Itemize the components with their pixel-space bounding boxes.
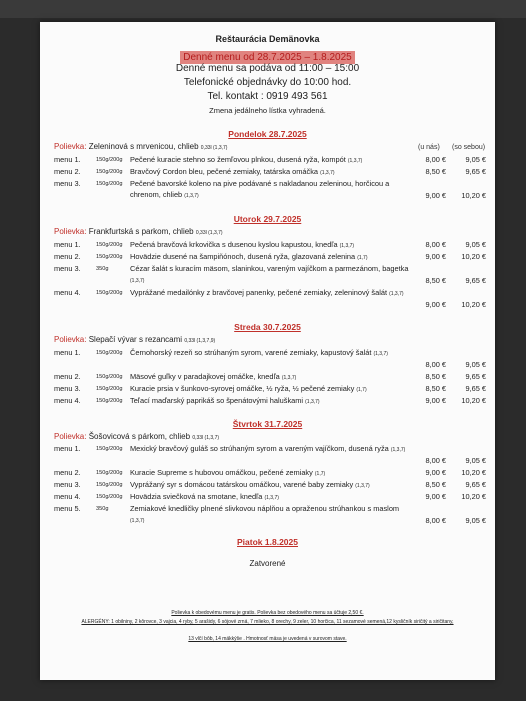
portion-size: 350g bbox=[96, 266, 109, 272]
menu-number: menu 4. bbox=[54, 288, 81, 297]
closed-notice: Zatvorené bbox=[249, 559, 286, 568]
menu-number: menu 2. bbox=[54, 372, 81, 381]
portion-size: 150g/200g bbox=[96, 254, 123, 260]
dish-name: Mäsové guľky v paradajkovej omáčke, knedľa bbox=[130, 372, 280, 381]
allergens: (1,3,7) bbox=[389, 291, 404, 297]
dish-description bbox=[130, 444, 410, 456]
price: 8,50 € bbox=[425, 372, 446, 381]
price-takeaway: 9,05 € bbox=[465, 360, 486, 369]
menu-dates: Denné menu od 28.7.2025 – 1.8.2025 bbox=[180, 51, 354, 64]
price: 9,00 € bbox=[425, 300, 446, 309]
day-title: Streda 30.7.2025 bbox=[234, 322, 301, 332]
portion-size: 150g/200g bbox=[96, 398, 123, 404]
dish-description bbox=[130, 348, 410, 360]
day-title: Štvrtok 31.7.2025 bbox=[232, 419, 303, 429]
footer-weight-note: 13 vlčí bôb, 14 mäkkýše . Hmotnosť mäsa je uvedená v surovom stave. bbox=[188, 636, 347, 642]
price: 9,00 € bbox=[425, 191, 446, 200]
menu-number: menu 2. bbox=[54, 468, 81, 477]
price-takeaway: 9,65 € bbox=[465, 276, 486, 285]
day-title: Piatok 1.8.2025 bbox=[237, 537, 298, 547]
dish-description bbox=[130, 492, 410, 504]
soup-line bbox=[54, 227, 223, 236]
soup-allergens: 0,33l (1,3,7) bbox=[200, 145, 228, 151]
price-takeaway: 10,20 € bbox=[461, 300, 486, 309]
dish-description bbox=[130, 240, 410, 252]
price: 9,00 € bbox=[425, 468, 446, 477]
price-takeaway: 9,65 € bbox=[465, 167, 486, 176]
dish-name: Kuracie Supreme s hubovou omáčkou, pečené zemiaky bbox=[130, 468, 313, 477]
menu-number: menu 1. bbox=[54, 240, 81, 249]
allergens: (1,3,7) bbox=[264, 495, 279, 501]
restaurant-name: Reštaurácia Demänovka bbox=[215, 34, 320, 44]
soup-line bbox=[54, 335, 215, 344]
price-takeaway: 9,65 € bbox=[465, 372, 486, 381]
portion-size: 150g/200g bbox=[96, 181, 123, 187]
price-takeaway: 9,05 € bbox=[465, 456, 486, 465]
allergens: (1,7) bbox=[314, 471, 326, 477]
dish-name: Bravčový Cordon bleu, pečené zemiaky, tatárska omáčka bbox=[130, 167, 319, 176]
price: 8,00 € bbox=[425, 155, 446, 164]
price-takeaway: 9,05 € bbox=[465, 155, 486, 164]
portion-size: 150g/200g bbox=[96, 242, 123, 248]
allergens: (1,3,7) bbox=[339, 243, 355, 249]
price-takeaway: 10,20 € bbox=[461, 492, 486, 501]
dish-name: Pečené bavorské koleno na pive podávané s nakladanou zeleninou, horčicou a chrenom, chlieb bbox=[130, 179, 390, 199]
price: 8,50 € bbox=[425, 384, 446, 393]
dish-description bbox=[130, 384, 410, 396]
soup-name: Šošovicová s párkom, chlieb bbox=[88, 432, 191, 441]
menu-number: menu 3. bbox=[54, 179, 81, 188]
price: 9,00 € bbox=[425, 492, 446, 501]
allergens: (1,7) bbox=[357, 255, 368, 261]
dish-description bbox=[130, 480, 410, 492]
dish-name: Vyprážaný syr s domácou tatárskou omáčkou, varené baby zemiaky bbox=[130, 480, 354, 489]
dish-description bbox=[130, 155, 410, 167]
price-takeaway: 10,20 € bbox=[461, 468, 486, 477]
price: 8,50 € bbox=[425, 480, 446, 489]
price-takeaway: 9,65 € bbox=[465, 480, 486, 489]
price: 9,00 € bbox=[425, 396, 446, 405]
portion-size: 150g/200g bbox=[96, 482, 123, 488]
footer-soup-note: Polievka k obedovému menu je gratis. Polievka bez obedového menu sa účtuje 2,50 €. bbox=[171, 610, 364, 616]
soup-name: Frankfurtská s parkom, chlieb bbox=[88, 227, 194, 236]
allergens: (1,3,7) bbox=[130, 277, 145, 284]
dish-name: Černohorský rezeň so strúhaným syrom, varené zemiaky, kapustový šalát bbox=[130, 348, 372, 357]
allergens: (1,3,7) bbox=[130, 517, 145, 524]
menu-sheet bbox=[40, 22, 495, 680]
soup-name: Slepačí vývar s rezancami bbox=[88, 335, 183, 344]
portion-size: 150g/200g bbox=[96, 157, 123, 163]
menu-number: menu 3. bbox=[54, 264, 81, 273]
dish-name: Pečené kuracie stehno so žemľovou plnkou, dusená ryža, kompót bbox=[130, 155, 346, 164]
dish-name: Mexický bravčový guláš so strúhaným syrom a vareným vajíčkom, dusená ryža bbox=[130, 444, 389, 453]
price-takeaway: 10,20 € bbox=[461, 191, 486, 200]
price-takeaway: 10,20 € bbox=[461, 396, 486, 405]
allergens: (1,3,7) bbox=[305, 399, 320, 405]
portion-size: 150g/200g bbox=[96, 374, 123, 380]
dish-name: Teľací maďarský paprikáš so špenátovými haluškami bbox=[130, 396, 304, 405]
price-takeaway: 9,65 € bbox=[465, 384, 486, 393]
dish-description bbox=[130, 468, 410, 480]
price-takeaway: 10,20 € bbox=[461, 252, 486, 261]
allergens: (1,7) bbox=[356, 387, 367, 393]
allergens: (1,3,7) bbox=[373, 351, 388, 357]
menu-number: menu 5. bbox=[54, 504, 81, 513]
menu-number: menu 1. bbox=[54, 444, 81, 453]
dish-description bbox=[130, 372, 410, 384]
soup-line bbox=[54, 142, 227, 151]
soup-label: Polievka: bbox=[54, 432, 87, 441]
soup-line bbox=[54, 432, 219, 441]
dish-description bbox=[130, 179, 410, 201]
contact-phone: Tel. kontakt : 0919 493 561 bbox=[207, 91, 328, 102]
soup-label: Polievka: bbox=[54, 142, 87, 151]
dish-description bbox=[130, 504, 410, 526]
price-takeaway: 9,05 € bbox=[465, 240, 486, 249]
menu-number: menu 3. bbox=[54, 384, 81, 393]
footer-allergens: ALERGÉNY: 1 obilniny, 2 kôrovce, 3 vajcia, 4 ryby, 5 arašidy, 6 sójové zrná, 7 mlieko, 8 orechy, 9 zeler, 10 horčica, 11 sezamové semená,12 kysličník siričitý a siričitany, bbox=[81, 619, 454, 625]
menu-number: menu 1. bbox=[54, 155, 81, 164]
soup-allergens: 0,33l (1,3,7) bbox=[192, 435, 220, 441]
dish-name: Kuracie prsia v šunkovo-syrovej omáčke, ½ ryža, ½ pečené zemiaky bbox=[130, 384, 355, 393]
serving-hours: Denné menu sa podáva od 11:00 – 15:00 bbox=[175, 63, 360, 74]
dish-description bbox=[130, 167, 410, 179]
dish-name: Hovädzia sviečková na smotane, knedľa bbox=[130, 492, 263, 501]
soup-label: Polievka: bbox=[54, 335, 87, 344]
portion-size: 150g/200g bbox=[96, 470, 123, 476]
soup-allergens: 0,33l (1,3,7) bbox=[195, 230, 223, 236]
price: 9,00 € bbox=[425, 252, 446, 261]
dish-name: Cézar šalát s kuracím mäsom, slaninkou, vareným vajíčkom a parmezánom, bagetka bbox=[130, 264, 409, 273]
portion-size: 150g/200g bbox=[96, 494, 123, 500]
portion-size: 150g/200g bbox=[96, 290, 123, 296]
menu-number: menu 4. bbox=[54, 396, 81, 405]
dish-name: Pečená bravčová krkovička s dusenou kyslou kapustou, knedľa bbox=[130, 240, 338, 249]
menu-number: menu 2. bbox=[54, 252, 81, 261]
dish-description bbox=[130, 252, 410, 264]
dish-name: Hovädzie dusené na šampiňónoch, dusená ryža, glazovaná zelenina bbox=[130, 252, 356, 261]
price: 8,00 € bbox=[425, 456, 446, 465]
phone-orders: Telefonické objednávky do 10:00 hod. bbox=[183, 77, 352, 88]
menu-number: menu 3. bbox=[54, 480, 81, 489]
dish-name: Zemiakové knedličky plnené slivkovou náplňou a opraženou strúhankou s maslom bbox=[130, 504, 400, 513]
portion-size: 150g/200g bbox=[96, 169, 123, 175]
portion-size: 350g bbox=[96, 506, 109, 512]
portion-size: 150g/200g bbox=[96, 386, 123, 392]
allergens: (1,3,7) bbox=[347, 158, 363, 164]
day-title: Pondelok 28.7.2025 bbox=[228, 129, 307, 139]
price: 8,00 € bbox=[425, 516, 446, 525]
dish-name: Vyprážané medailónky z bravčovej panenky, pečené zemiaky, zeleninový šalát bbox=[130, 288, 388, 297]
price: 8,00 € bbox=[425, 240, 446, 249]
price: 8,50 € bbox=[425, 276, 446, 285]
column-takeaway: (so sebou) bbox=[452, 144, 486, 151]
price: 8,50 € bbox=[425, 167, 446, 176]
price-takeaway: 9,05 € bbox=[465, 516, 486, 525]
portion-size: 150g/200g bbox=[96, 446, 123, 452]
allergens: (1,3,7) bbox=[355, 483, 370, 489]
soup-label: Polievka: bbox=[54, 227, 87, 236]
column-here: (u nás) bbox=[418, 144, 440, 151]
allergens: (1,3,7) bbox=[390, 447, 406, 453]
menu-number: menu 2. bbox=[54, 167, 81, 176]
menu-number: menu 4. bbox=[54, 492, 81, 501]
allergens: (1,3,7) bbox=[320, 170, 335, 176]
dish-description bbox=[130, 396, 410, 408]
background-top bbox=[0, 0, 526, 18]
allergens: (1,3,7) bbox=[281, 375, 297, 381]
change-note: Zmena jedálneho lístka vyhradená. bbox=[209, 106, 326, 115]
day-title: Utorok 29.7.2025 bbox=[233, 214, 302, 224]
soup-name: Zeleninová s mrvenicou, chlieb bbox=[88, 142, 199, 151]
price: 8,00 € bbox=[425, 360, 446, 369]
dish-description bbox=[130, 264, 410, 286]
allergens: (1,3,7) bbox=[184, 192, 199, 199]
menu-number: menu 1. bbox=[54, 348, 81, 357]
soup-allergens: 0,33l (1,3,7,9) bbox=[184, 338, 216, 344]
portion-size: 150g/200g bbox=[96, 350, 123, 356]
dish-description bbox=[130, 288, 410, 300]
